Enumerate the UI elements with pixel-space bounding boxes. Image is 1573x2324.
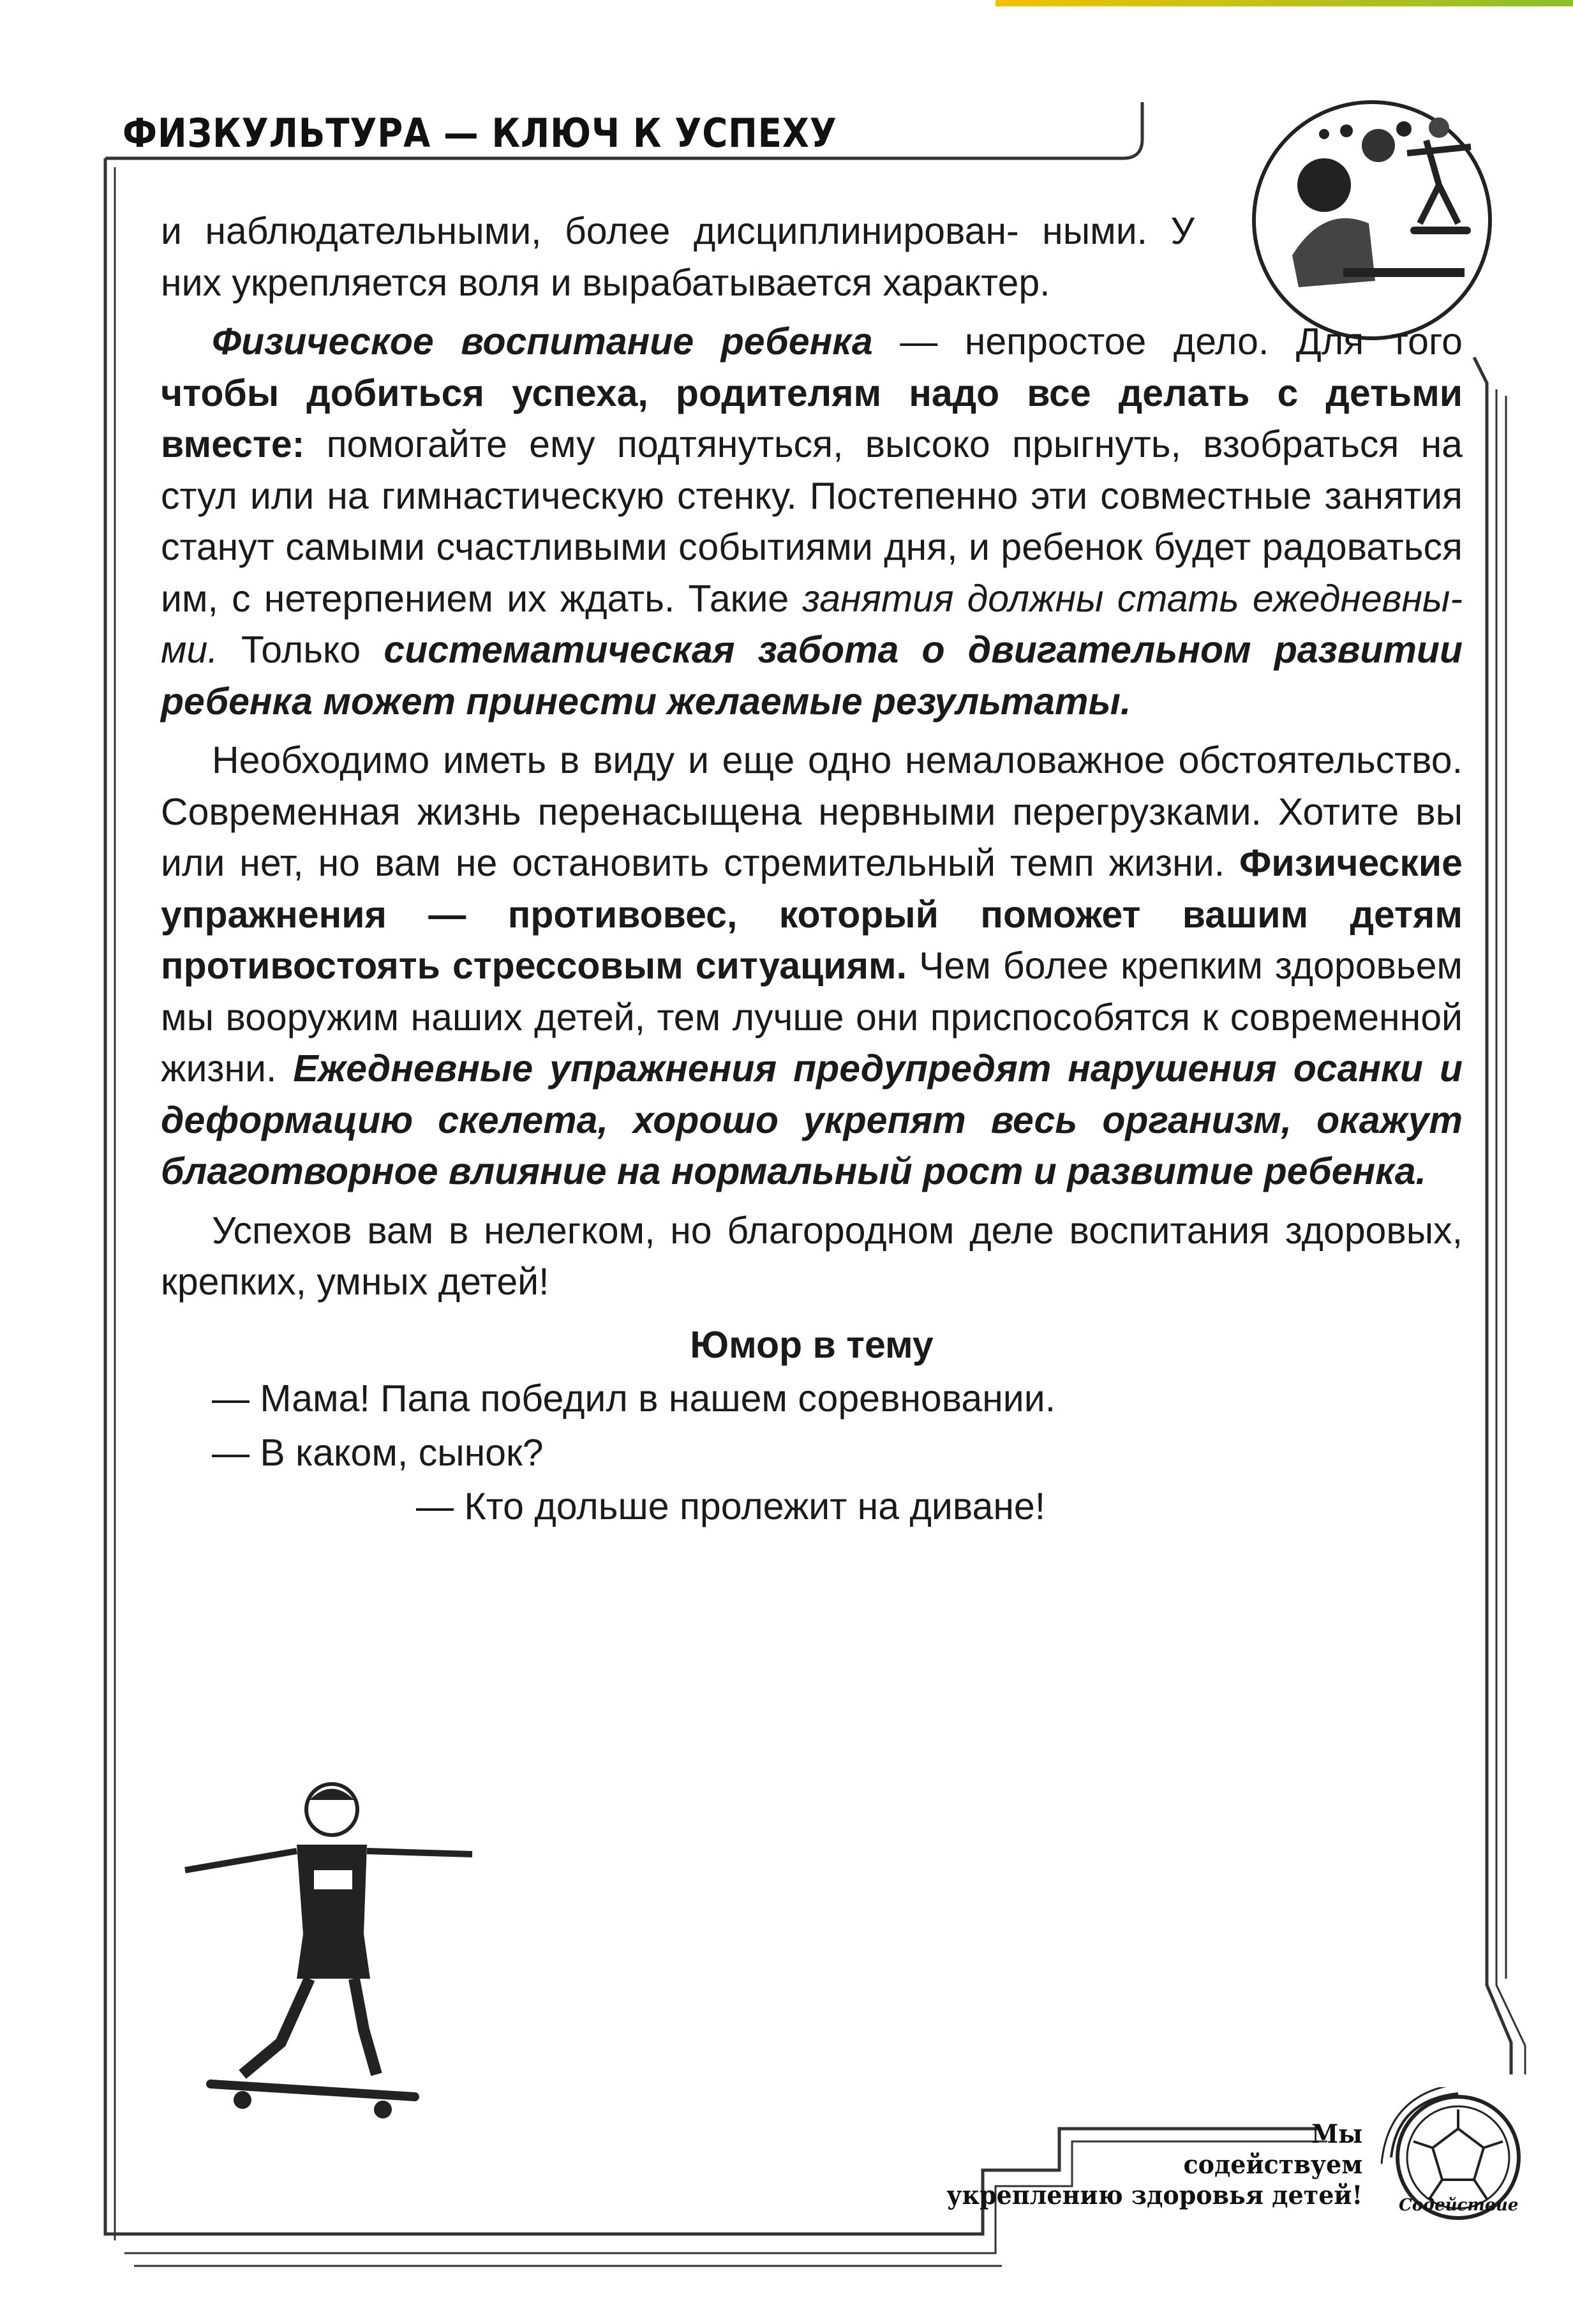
- body-text: Только: [218, 629, 384, 671]
- humor-line: — В каком, сынок?: [212, 1431, 544, 1474]
- humor-line: — Кто дольше пролежит на диване!: [416, 1485, 1046, 1527]
- article-body: [161, 206, 1463, 1533]
- intro-line: и наблюдательными, более дисциплинирован-: [161, 210, 1019, 252]
- emphasis-text: систематическая забота о двигательном развитии ребенка может принести желаемые результаты.: [161, 629, 1463, 723]
- intro-line: ными. У них укрепляется воля и вырабатывается: [161, 210, 1195, 304]
- emphasis-text: Ежедневные упражнения предупредят нарушения осанки и деформацию скелета, хорошо укрепят весь организм, окажут благотворное влияние на нормальный рост и развитие ребенка.: [161, 1047, 1463, 1192]
- humor-title: Юмор в тему: [690, 1323, 934, 1366]
- page-title: ФИЗКУЛЬТУРА — КЛЮЧ К УСПЕХУ: [123, 110, 837, 156]
- paragraph-modern-life: [161, 735, 1463, 1197]
- slogan-line: укреплению здоровья детей!: [946, 2180, 1362, 2210]
- bold-text: чтобы добиться успеха, родителям надо все делать с детьми вместе:: [161, 371, 1463, 465]
- slogan-line: содействуем: [1183, 2150, 1362, 2180]
- body-text: Чем более крепким здоровьем мы вооружим наших детей, тем лучше они приспособятся к современной жизни.: [161, 945, 1463, 1090]
- intro-line: характер.: [883, 261, 1050, 304]
- bold-text: Физические упражнения — противовес, который поможет вашим детям противостоять стрессовым ситуациям.: [161, 842, 1463, 987]
- footer-slogan: [925, 2119, 1362, 2211]
- paragraph-physical-education: [161, 316, 1463, 727]
- body-text: Необходимо иметь в виду и еще одно немаловажное обстоятельство. Современная жизнь перенасыщена нервными перегрузками. Хотите вы или нет, но вам не остановить стремительный темп жизни.: [161, 739, 1463, 884]
- football-logo-icon: [1372, 2087, 1532, 2260]
- intro-paragraph: [161, 206, 1195, 308]
- body-text: помогайте ему подтянуться, высоко прыгнуть, взобраться на стул или на гимнастическую стенку. Постепенно эти совместные занятия станут самыми счастливыми событиями дня, и ребенок будет радоваться им, с нетерпением их ждать. Такие: [161, 423, 1463, 620]
- humor-line: — Мама! Папа победил в нашем соревновании.: [212, 1377, 1056, 1420]
- paragraph-wishes: Успехов вам в нелегком, но благородном деле воспитания здоровых, крепких, умных детей!: [161, 1209, 1463, 1303]
- italic-text: занятия должны стать ежедневными.: [161, 577, 1463, 671]
- logo-caption: Содействие: [1399, 2196, 1519, 2215]
- emphasis-text: Физическое воспитание ребенка: [212, 320, 873, 363]
- skateboarding-boy-illustration: [172, 1774, 479, 2138]
- body-text: — непростое дело. Для того: [872, 320, 1463, 363]
- slogan-line: Мы: [1311, 2119, 1362, 2149]
